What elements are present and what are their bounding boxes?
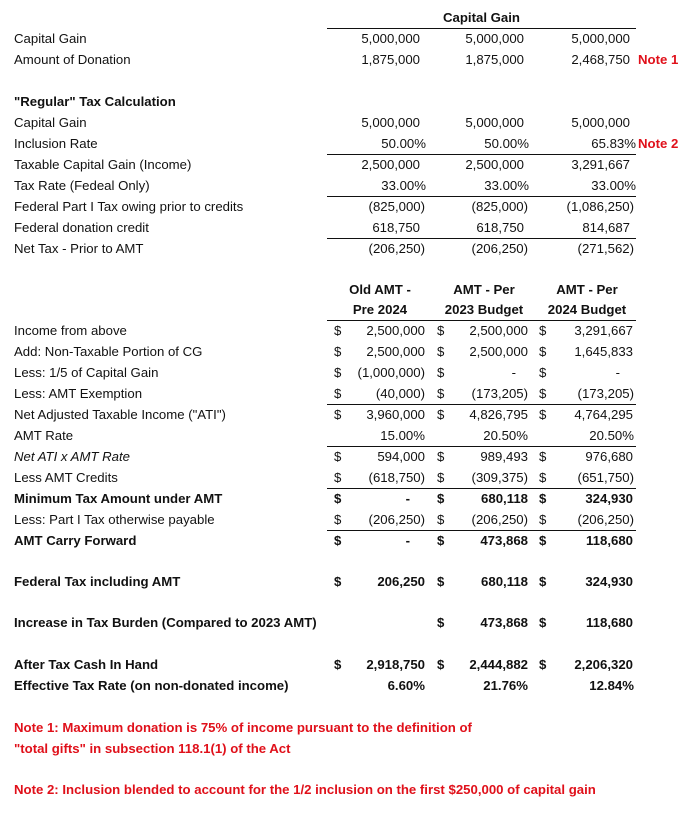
row-label: Increase in Tax Burden (Compared to 2023 AMT) — [14, 615, 317, 630]
cell: 206,250 — [377, 574, 425, 589]
cell: 989,493 — [480, 449, 528, 464]
cell: 2,206,320 — [574, 657, 633, 672]
cell: 2,500,000 — [469, 344, 528, 359]
dollar-sign: $ — [437, 386, 445, 401]
cell: 618,750 — [372, 220, 420, 235]
section-title: "Regular" Tax Calculation — [14, 94, 176, 109]
cell: 2,468,750 — [571, 52, 630, 67]
cell: 5,000,000 — [571, 115, 630, 130]
dollar-sign: $ — [334, 574, 342, 589]
row-label: After Tax Cash In Hand — [14, 657, 159, 672]
dollar-sign: $ — [437, 533, 445, 548]
row-inclusion-rate — [0, 134, 700, 154]
row-tax-rate — [0, 176, 700, 196]
row-label: Net Tax - Prior to AMT — [14, 241, 144, 256]
cell: 2,500,000 — [366, 344, 425, 359]
row-amount-of-donation — [0, 50, 700, 70]
cell: (206,250) — [577, 512, 634, 527]
cell: 5,000,000 — [361, 115, 420, 130]
cell: 473,868 — [480, 533, 528, 548]
dollar-sign: $ — [334, 449, 342, 464]
cell: 5,000,000 — [361, 31, 420, 46]
note-2-tag: Note 2 — [638, 136, 679, 151]
dollar-sign: $ — [334, 512, 342, 527]
cell: 50.00% — [484, 136, 529, 151]
row-label: Minimum Tax Amount under AMT — [14, 491, 223, 506]
cell: 1,875,000 — [361, 52, 420, 67]
row-increase-in-tax-burden — [0, 613, 700, 633]
row-label: Federal Part I Tax owing prior to credits — [14, 199, 244, 214]
row-label: Less: AMT Exemption — [14, 386, 143, 401]
dollar-sign: $ — [539, 512, 547, 527]
cell: 21.76% — [483, 678, 528, 693]
cell: (1,086,250) — [566, 199, 634, 214]
cell: - — [405, 533, 410, 548]
cell: (825,000) — [471, 199, 528, 214]
dollar-sign: $ — [539, 657, 547, 672]
row-non-taxable-portion — [0, 342, 700, 362]
dollar-sign: $ — [334, 657, 342, 672]
row-capital-gain — [0, 29, 700, 49]
row-label: Federal Tax including AMT — [14, 574, 181, 589]
dollar-sign: $ — [437, 491, 445, 506]
cell: 50.00% — [381, 136, 426, 151]
note-1-tag: Note 1 — [638, 52, 679, 67]
cell: 594,000 — [377, 449, 425, 464]
row-taxable-capital-gain — [0, 155, 700, 175]
row-net-ati-x-rate — [0, 447, 700, 467]
cell: (206,250) — [368, 241, 425, 256]
row-label: Less: 1/5 of Capital Gain — [14, 365, 159, 380]
cell: (618,750) — [368, 470, 425, 485]
row-one-fifth-capital-gain — [0, 363, 700, 383]
dollar-sign: $ — [437, 365, 445, 380]
cell: (40,000) — [375, 386, 425, 401]
row-label: Capital Gain — [14, 115, 87, 130]
row-amt-exemption — [0, 384, 700, 404]
dollar-sign: $ — [539, 386, 547, 401]
dollar-sign: $ — [437, 657, 445, 672]
cell: 976,680 — [585, 449, 633, 464]
cell: 618,750 — [476, 220, 524, 235]
dollar-sign: $ — [334, 365, 342, 380]
cell: 1,645,833 — [574, 344, 633, 359]
dollar-sign: $ — [539, 449, 547, 464]
cell: 4,826,795 — [469, 407, 528, 422]
cell: 1,875,000 — [465, 52, 524, 67]
dollar-sign: $ — [334, 386, 342, 401]
cell: 65.83% — [591, 136, 636, 151]
header-line: AMT - Per — [556, 282, 618, 297]
row-label: Tax Rate (Fedeal Only) — [14, 178, 150, 193]
dollar-sign: $ — [334, 344, 342, 359]
note-1-line-1: Note 1: Maximum donation is 75% of income pursuant to the definition of — [14, 720, 472, 735]
row-label: AMT Rate — [14, 428, 74, 443]
dollar-sign: $ — [539, 470, 547, 485]
row-label: Amount of Donation — [14, 52, 131, 67]
row-federal-tax-including-amt — [0, 572, 700, 592]
cell: - — [615, 365, 620, 380]
dollar-sign: $ — [437, 470, 445, 485]
cell: 5,000,000 — [571, 31, 630, 46]
cell: (1,000,000) — [357, 365, 425, 380]
cell: (825,000) — [368, 199, 425, 214]
row-label: Less: Part I Tax otherwise payable — [14, 512, 215, 527]
cell: (206,250) — [471, 512, 528, 527]
dollar-sign: $ — [539, 344, 547, 359]
cell: (309,375) — [471, 470, 528, 485]
dollar-sign: $ — [334, 407, 342, 422]
row-amt-carry-forward — [0, 531, 700, 551]
dollar-sign: $ — [334, 470, 342, 485]
header-line: 2023 Budget — [444, 302, 524, 317]
row-after-tax-cash — [0, 655, 700, 675]
row-label: Capital Gain — [14, 31, 87, 46]
header-line: Old AMT - — [349, 282, 411, 297]
row-label: Federal donation credit — [14, 220, 149, 235]
cell: 118,680 — [586, 615, 633, 630]
cell: 33.00% — [484, 178, 529, 193]
dollar-sign: $ — [437, 512, 445, 527]
row-label: Net ATI x AMT Rate — [14, 449, 131, 464]
note-1-line-2: "total gifts" in subsection 118.1(1) of the Act — [14, 741, 291, 756]
cell: 33.00% — [381, 178, 426, 193]
regular-section-title — [0, 92, 700, 112]
dollar-sign: $ — [437, 344, 445, 359]
cell: (651,750) — [577, 470, 634, 485]
cell: 680,118 — [481, 491, 528, 506]
cell: (206,250) — [471, 241, 528, 256]
dollar-sign: $ — [539, 615, 547, 630]
cell: 473,868 — [480, 615, 528, 630]
cell: 12.84% — [589, 678, 634, 693]
dollar-sign: $ — [437, 615, 445, 630]
amt-col-header-1 — [332, 280, 428, 320]
cell: 324,930 — [585, 574, 633, 589]
row-federal-donation-credit — [0, 218, 700, 238]
cell: 4,764,295 — [574, 407, 633, 422]
row-net-ati — [0, 405, 700, 425]
amt-col-header-2 — [434, 280, 534, 320]
row-label: Inclusion Rate — [14, 136, 98, 151]
dollar-sign: $ — [539, 365, 547, 380]
cell: 15.00% — [380, 428, 425, 443]
cell: 5,000,000 — [465, 31, 524, 46]
header-line: 2024 Budget — [547, 302, 627, 317]
cell: (271,562) — [577, 241, 634, 256]
cell: 814,687 — [582, 220, 630, 235]
row-label: Less AMT Credits — [14, 470, 118, 485]
row-label: Effective Tax Rate (on non-donated income) — [14, 678, 289, 693]
row-amt-rate — [0, 426, 700, 446]
capital-gain-header: Capital Gain — [443, 10, 520, 25]
dollar-sign: $ — [539, 407, 547, 422]
row-net-tax-prior-to-amt — [0, 239, 700, 259]
row-label: Add: Non-Taxable Portion of CG — [14, 344, 203, 359]
row-federal-part-i-tax — [0, 197, 700, 217]
cell: (173,205) — [471, 386, 528, 401]
cell: 3,291,667 — [571, 157, 630, 172]
row-label: Net Adjusted Taxable Income ("ATI") — [14, 407, 226, 422]
dollar-sign: $ — [334, 323, 342, 338]
header-line: AMT - Per — [453, 282, 515, 297]
dollar-sign: $ — [334, 491, 342, 506]
amt-col-header-3 — [537, 280, 637, 320]
cell: 2,918,750 — [366, 657, 425, 672]
dollar-sign: $ — [539, 533, 547, 548]
dollar-sign: $ — [437, 574, 445, 589]
cell: 20.50% — [589, 428, 634, 443]
cell: (173,205) — [577, 386, 634, 401]
header-line: Pre 2024 — [352, 302, 408, 317]
dollar-sign: $ — [539, 323, 547, 338]
cell: 20.50% — [483, 428, 528, 443]
cell: 2,500,000 — [469, 323, 528, 338]
dollar-sign: $ — [539, 574, 547, 589]
dollar-sign: $ — [334, 533, 342, 548]
cell: 680,118 — [481, 574, 528, 589]
dollar-sign: $ — [539, 491, 547, 506]
cell: 2,500,000 — [465, 157, 524, 172]
cell: - — [511, 365, 516, 380]
cell: 118,680 — [586, 533, 633, 548]
cell: 2,500,000 — [366, 323, 425, 338]
row-less-part-i-tax — [0, 510, 700, 530]
cell: 324,930 — [585, 491, 633, 506]
dollar-sign: $ — [437, 323, 445, 338]
dollar-sign: $ — [437, 449, 445, 464]
dollar-sign: $ — [437, 407, 445, 422]
note-2: Note 2: Inclusion blended to account for the 1/2 inclusion on the first $250,000 of capital gain — [14, 782, 596, 797]
cell: 33.00% — [591, 178, 636, 193]
row-label: AMT Carry Forward — [14, 533, 137, 548]
cell: 6.60% — [387, 678, 425, 693]
row-label: Income from above — [14, 323, 127, 338]
cell: 3,960,000 — [366, 407, 425, 422]
row-minimum-tax-amt — [0, 489, 700, 509]
row-regular-capital-gain — [0, 113, 700, 133]
cell: 5,000,000 — [465, 115, 524, 130]
cell: - — [405, 491, 410, 506]
row-effective-tax-rate — [0, 676, 700, 696]
cell: 3,291,667 — [574, 323, 633, 338]
row-label: Taxable Capital Gain (Income) — [14, 157, 192, 172]
row-less-amt-credits — [0, 468, 700, 488]
cell: (206,250) — [368, 512, 425, 527]
cell: 2,500,000 — [361, 157, 420, 172]
row-income-from-above — [0, 321, 700, 341]
cell: 2,444,882 — [469, 657, 528, 672]
